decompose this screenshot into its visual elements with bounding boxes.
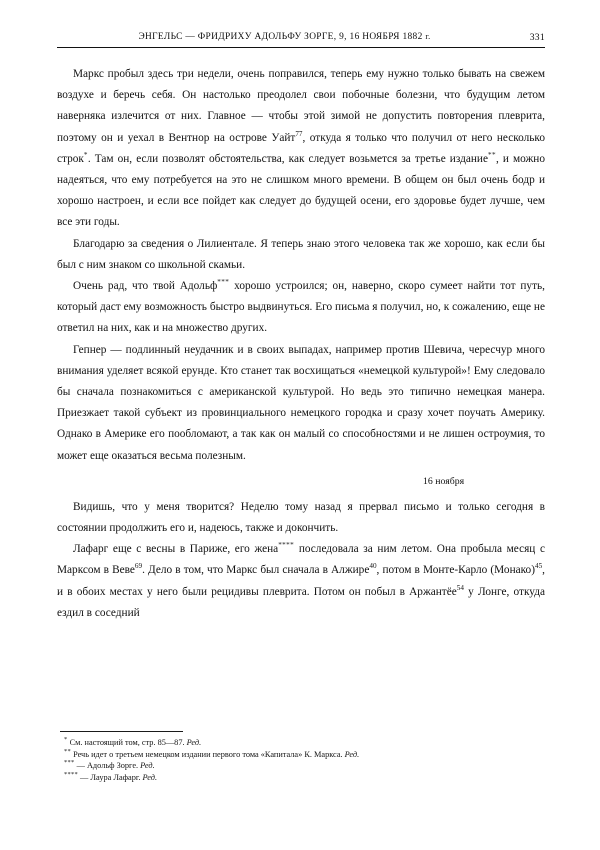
footnote-marker: *	[64, 736, 68, 744]
footnote-editorial-note: Ред.	[140, 761, 155, 771]
page-number: 331	[529, 32, 545, 43]
footnote-reference: **	[487, 151, 496, 160]
footnote-reference: *	[83, 151, 88, 160]
footnote-marker: ***	[64, 759, 75, 767]
footnote-block	[60, 731, 460, 783]
footnote-item: ** Речь идет о третьем немецком издании первого тома «Капитала» К. Маркса. Ред.	[64, 747, 360, 759]
footnote-reference: 69	[134, 562, 143, 571]
header-rule	[57, 47, 545, 48]
dateline: 16 ноября	[423, 475, 465, 487]
running-head-title	[57, 32, 512, 42]
paragraph: Лафарг еще с весны в Париже, его жена**** последовала за ним летом. Она пробыла месяц с Марксом в Веве$^{69}$. Дело в том, что Маркс был сначала в Алжире$^{40}$, потом в Монте-Карло (Монако)$^{45}$, и в обоих местах у него были рецидивы плеврита. Потом он побыл в Аржантёе$^{54}$ у Лонге, откуда ездил в соседний	[57, 541, 545, 619]
footnote-reference: 77	[295, 129, 303, 138]
footnote-marker: **	[64, 747, 71, 755]
footnote-marker: ****	[64, 771, 78, 779]
footnote-reference: 54	[456, 583, 464, 592]
paragraph: Очень рад, что твой Адольф*** хорошо устроился; он, наверно, скоро сумеет найти тот путь, который даст ему возможность быстро выдвинуться. Его письма я получил, но, к сожалению, еще не ответил на них, как и на множество других.	[57, 278, 545, 335]
footnote-item: *** — Адольф Зорге. Ред.	[64, 759, 155, 771]
paragraph: Гепнер — подлинный неудачник и в своих выпадах, например против Шевича, чересчур много внимания уделяет всякой ерунде. Кто станет так восхищаться «немецкой культурой»! Ему следовало бы сначала познакомиться с американской культурой. Но ведь это типично немецкая манера. Приезжает такой субъект из провинциального немецкого городка и сразу хочет поучать Америку. Однако в Америке его пообломают, а так как он малый со способностями и не лишен остроумия, то может еще оказаться весьма полезным.	[57, 343, 545, 462]
footnote-reference: 45	[534, 562, 543, 571]
body-text	[57, 64, 545, 624]
footnote-editorial-note: Ред.	[142, 772, 158, 782]
paragraph: Благодарю за сведения о Лилиентале. Я теперь знаю этого человека так же хорошо, как если бы был с ним знаком со школьной скамьи.	[57, 237, 545, 271]
paragraph: Маркс пробыл здесь три недели, очень поправился, теперь ему нужно только бывать на свежем воздухе и беречь себя. Он настолько преодолел свои побочные болезни, что будущим летом наверняка излечится от них. Главное — чтобы этой зимой не допустить повторения плеврита, поэтому он и уехал в Вентнор на острове Уайт$^{77}$, откуда я только что получил от него несколько строк*. Там он, если позволят обстоятельства, как следует возьмется за третье издание**, и можно надеяться, что ему потребуется на это не слишком много времени. В общем он был очень бодр и хорошо настроен, и если все пойдет как следует до будущей осени, его здоровье будет лучше, чем все эти годы.	[57, 68, 545, 229]
paragraph: Видишь, что у меня творится? Неделю тому назад я прервал письмо и только сегодня в состоянии продолжить его и, надеюсь, также и докончить.	[57, 500, 545, 535]
running-head-title-suffix: г.	[425, 32, 431, 41]
footnote-separator-rule	[60, 731, 183, 732]
footnote-reference: 40	[369, 562, 377, 571]
footnote-editorial-note: Ред.	[344, 749, 360, 759]
footnote-item: **** — Лаура Лафарг. Ред.	[64, 771, 158, 782]
footnote-item: * См. настоящий том, стр. 85—87. Ред.	[64, 736, 202, 747]
footnote-reference: ****	[278, 541, 295, 550]
running-head	[57, 32, 545, 48]
running-head-title-text: ЭНГЕЛЬС — ФРИДРИХУ АДОЛЬФУ ЗОРГЕ, 9, 16 НОЯБРЯ 1882	[138, 32, 426, 42]
footnote-editorial-note: Ред.	[186, 738, 202, 747]
footnote-reference: ***	[217, 278, 230, 287]
